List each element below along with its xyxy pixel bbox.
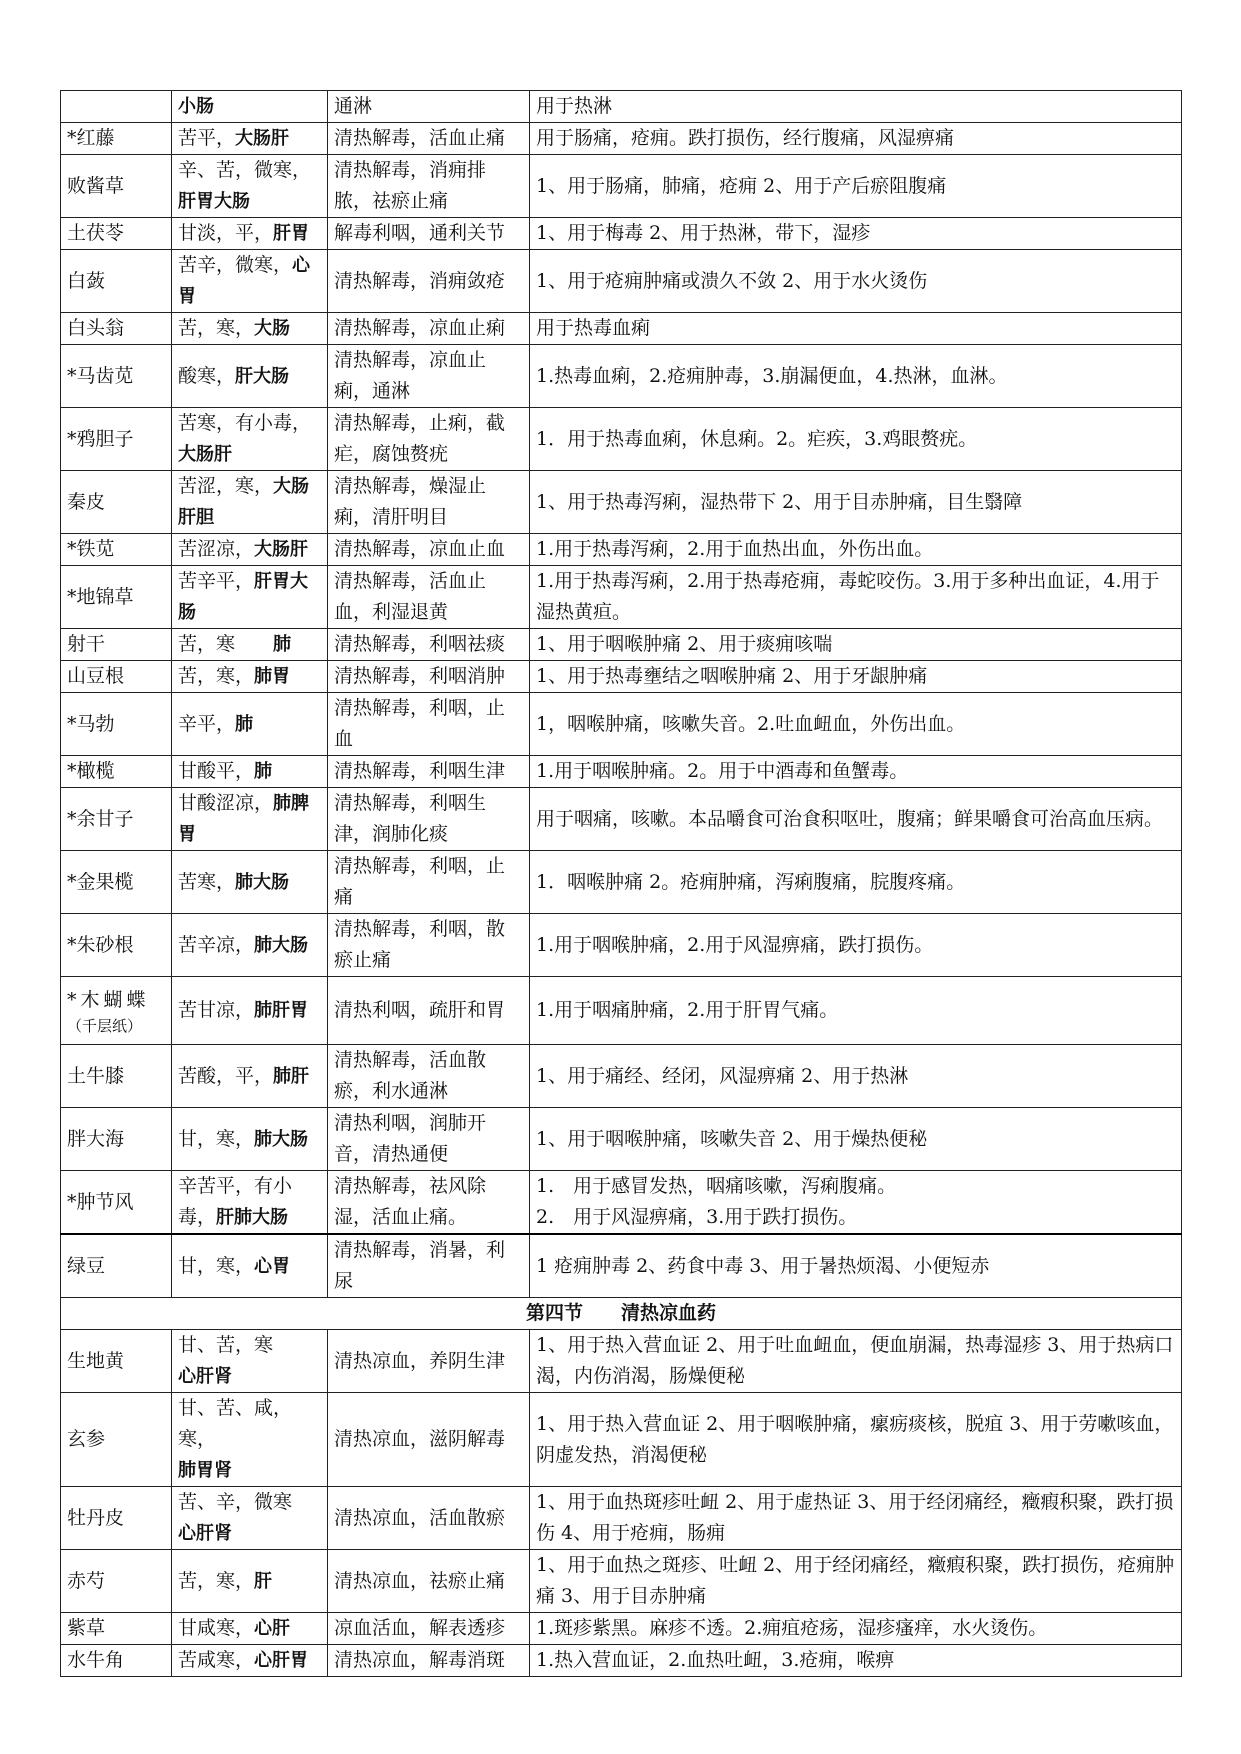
cell-usage: 1、用于咽喉肿痛，咳嗽失音 2、用于燥热便秘 bbox=[530, 1108, 1182, 1171]
cell-function: 清热解毒，消暑，利尿 bbox=[328, 1234, 530, 1298]
cell-name: *马勃 bbox=[61, 693, 172, 756]
table-row bbox=[61, 788, 1182, 851]
cell-usage: 1.用于热毒泻痢，2.用于热毒疮痈，毒蛇咬伤。3.用于多种出血证，4.用于湿热黄疸。 bbox=[530, 566, 1182, 629]
cell-function: 清热凉血，养阴生津 bbox=[328, 1330, 530, 1393]
cell-name: 绿豆 bbox=[61, 1234, 172, 1298]
herb-table bbox=[60, 90, 1182, 1677]
cell-name: 白头翁 bbox=[61, 313, 172, 345]
cell-meridian: 大肠肝 bbox=[254, 539, 309, 560]
cell-name: *鸦胆子 bbox=[61, 408, 172, 471]
cell-name: 土茯苓 bbox=[61, 218, 172, 250]
cell-property: 苦，寒 肺 bbox=[172, 629, 328, 661]
cell-meridian: 肝肺大肠 bbox=[216, 1207, 289, 1228]
cell-usage: 用于肠痛，疮痈。跌打损伤，经行腹痛，风湿痹痛 bbox=[530, 123, 1182, 155]
cell-property: 甘酸平，肺 bbox=[172, 756, 328, 788]
cell-name bbox=[61, 91, 172, 123]
cell-property: 苦，寒，大肠 bbox=[172, 313, 328, 345]
cell-function: 清热解毒，利咽，止血 bbox=[328, 693, 530, 756]
table-row bbox=[61, 250, 1182, 313]
cell-meridian: 大肠肝胆 bbox=[178, 476, 310, 528]
cell-usage: 1、用于疮痈肿痛或溃久不敛 2、用于水火烫伤 bbox=[530, 250, 1182, 313]
cell-meridian: 肝胃 bbox=[273, 223, 310, 244]
cell-usage: 1、用于肠痛，肺痛，疮痈 2、用于产后瘀阻腹痛 bbox=[530, 155, 1182, 218]
cell-meridian: 大肠肝 bbox=[235, 128, 290, 149]
cell-meridian: 肺胃 bbox=[254, 666, 291, 687]
cell-property: 苦咸寒，心肝胃 bbox=[172, 1645, 328, 1677]
table-row bbox=[61, 1487, 1182, 1550]
table-row bbox=[61, 1330, 1182, 1393]
cell-property: 酸寒，肝大肠 bbox=[172, 345, 328, 408]
cell-meridian: 肺脾胃 bbox=[178, 793, 310, 845]
cell-usage: 1，咽喉肿痛，咳嗽失音。2.吐血衄血，外伤出血。 bbox=[530, 693, 1182, 756]
cell-property: 甘，寒，肺大肠 bbox=[172, 1108, 328, 1171]
table-row bbox=[61, 693, 1182, 756]
section-title: 第四节 清热凉血药 bbox=[61, 1298, 1182, 1330]
table-row bbox=[61, 566, 1182, 629]
cell-name: 牡丹皮 bbox=[61, 1487, 172, 1550]
section-header-row bbox=[61, 1298, 1182, 1330]
cell-meridian: 肺胃肾 bbox=[178, 1460, 232, 1481]
cell-name: 秦皮 bbox=[61, 471, 172, 534]
table-row bbox=[61, 756, 1182, 788]
table-row bbox=[61, 1393, 1182, 1487]
table-row bbox=[61, 91, 1182, 123]
cell-function: 清热解毒，凉血止血 bbox=[328, 534, 530, 566]
cell-property: 苦辛，微寒，心胃 bbox=[172, 250, 328, 313]
cell-usage: 用于热淋 bbox=[530, 91, 1182, 123]
cell-name: *马齿苋 bbox=[61, 345, 172, 408]
cell-meridian: 心肝肾 bbox=[178, 1523, 232, 1544]
cell-name-alias: （千层纸） bbox=[67, 1017, 143, 1035]
cell-property: 苦、辛，微寒 心肝肾 bbox=[172, 1487, 328, 1550]
cell-name: *橄榄 bbox=[61, 756, 172, 788]
cell-function: 清热利咽，润肺开音，清热通便 bbox=[328, 1108, 530, 1171]
table-row bbox=[61, 629, 1182, 661]
table-row bbox=[61, 1550, 1182, 1613]
cell-property: 苦酸，平，肺肝 bbox=[172, 1045, 328, 1108]
cell-function: 清热解毒，利咽，止痛 bbox=[328, 851, 530, 914]
cell-usage: 用于热毒血痢 bbox=[530, 313, 1182, 345]
table-row bbox=[61, 1045, 1182, 1108]
cell-function: 清热解毒，活血止痛 bbox=[328, 123, 530, 155]
cell-property: 苦平，大肠肝 bbox=[172, 123, 328, 155]
cell-function: 清热解毒，利咽祛痰 bbox=[328, 629, 530, 661]
table-row bbox=[61, 1613, 1182, 1645]
cell-property: 辛平，肺 bbox=[172, 693, 328, 756]
table-row bbox=[61, 408, 1182, 471]
table-row bbox=[61, 345, 1182, 408]
cell-usage: 用于咽痛，咳嗽。本品嚼食可治食积呕吐，腹痛；鲜果嚼食可治高血压病。 bbox=[530, 788, 1182, 851]
cell-usage: 1、用于痛经、经闭，风湿痹痛 2、用于热淋 bbox=[530, 1045, 1182, 1108]
cell-meridian: 心肝肾 bbox=[178, 1366, 232, 1387]
cell-name: 赤芍 bbox=[61, 1550, 172, 1613]
cell-function: 清热解毒，止痢，截疟，腐蚀赘疣 bbox=[328, 408, 530, 471]
cell-usage: 1．咽喉肿痛 2。疮痈肿痛，泻痢腹痛，脘腹疼痛。 bbox=[530, 851, 1182, 914]
cell-usage: 1、用于热毒壅结之咽喉肿痛 2、用于牙龈肿痛 bbox=[530, 661, 1182, 693]
cell-property bbox=[172, 91, 328, 123]
table-row bbox=[61, 977, 1182, 1045]
table-row bbox=[61, 1234, 1182, 1298]
table-row bbox=[61, 1171, 1182, 1235]
cell-property: 苦寒，有小毒，大肠肝 bbox=[172, 408, 328, 471]
table-row bbox=[61, 471, 1182, 534]
cell-property: 苦甘凉，肺肝胃 bbox=[172, 977, 328, 1045]
cell-meridian: 肺 bbox=[254, 761, 273, 782]
table-row bbox=[61, 1108, 1182, 1171]
cell-function: 清热解毒，利咽生津 bbox=[328, 756, 530, 788]
cell-name: 射干 bbox=[61, 629, 172, 661]
cell-usage: 1．用于热毒血痢，休息痢。2。疟疾，3.鸡眼赘疣。 bbox=[530, 408, 1182, 471]
cell-function: 清热凉血，活血散瘀 bbox=[328, 1487, 530, 1550]
cell-meridian: 心胃 bbox=[178, 255, 311, 307]
cell-usage: 1.热入营血证，2.血热吐衄，3.疮痈，喉痹 bbox=[530, 1645, 1182, 1677]
cell-usage: 1. 用于感冒发热，咽痛咳嗽，泻痢腹痛。 2. 用于风湿痹痛，3.用于跌打损伤。 bbox=[530, 1171, 1182, 1235]
cell-function: 清热利咽，疏肝和胃 bbox=[328, 977, 530, 1045]
cell-function: 通淋 bbox=[328, 91, 530, 123]
cell-meridian: 肝大肠 bbox=[235, 365, 290, 387]
cell-usage: 1、用于热入营血证 2、用于吐血衄血，便血崩漏，热毒湿疹 3、用于热病口渴，内伤消渴，肠燥便秘 bbox=[530, 1330, 1182, 1393]
cell-function: 清热解毒，消痈排脓，祛瘀止痛 bbox=[328, 155, 530, 218]
cell-meridian: 肺大肠 bbox=[235, 871, 290, 893]
cell-meridian: 肺大肠 bbox=[254, 1128, 309, 1150]
cell-meridian: 心肝胃 bbox=[254, 1650, 309, 1671]
cell-usage: 1、用于热毒泻痢，湿热带下 2、用于目赤肿痛，目生翳障 bbox=[530, 471, 1182, 534]
cell-property: 辛、苦，微寒，肝胃大肠 bbox=[172, 155, 328, 218]
table-row bbox=[61, 313, 1182, 345]
cell-name: *铁苋 bbox=[61, 534, 172, 566]
cell-property: 甘淡，平，肝胃 bbox=[172, 218, 328, 250]
cell-property: 苦，寒，肺胃 bbox=[172, 661, 328, 693]
cell-property: 苦寒，肺大肠 bbox=[172, 851, 328, 914]
cell-meridian: 肝胃大肠 bbox=[178, 571, 309, 623]
cell-function: 凉血活血，解表透疹 bbox=[328, 1613, 530, 1645]
cell-property: 辛苦平，有小毒，肝肺大肠 bbox=[172, 1171, 328, 1235]
cell-usage: 1.用于热毒泻痢，2.用于血热出血，外伤出血。 bbox=[530, 534, 1182, 566]
table-row bbox=[61, 155, 1182, 218]
cell-property: 甘、苦，寒 心肝肾 bbox=[172, 1330, 328, 1393]
cell-usage: 1.热毒血痢，2.疮痈肿毒，3.崩漏便血，4.热淋，血淋。 bbox=[530, 345, 1182, 408]
table-row bbox=[61, 123, 1182, 155]
cell-function: 清热解毒，消痈敛疮 bbox=[328, 250, 530, 313]
cell-function: 清热解毒，利咽，散瘀止痛 bbox=[328, 914, 530, 977]
cell-name: *木蝴蝶 （千层纸） bbox=[61, 977, 172, 1045]
cell-name: 水牛角 bbox=[61, 1645, 172, 1677]
cell-meridian: 大肠 bbox=[254, 318, 291, 339]
cell-name: 败酱草 bbox=[61, 155, 172, 218]
cell-name: *金果榄 bbox=[61, 851, 172, 914]
cell-function: 清热解毒，活血散瘀，利水通淋 bbox=[328, 1045, 530, 1108]
cell-meridian: 肺 bbox=[235, 713, 254, 735]
cell-name: 生地黄 bbox=[61, 1330, 172, 1393]
table-row bbox=[61, 661, 1182, 693]
cell-meridian: 肝胃大肠 bbox=[178, 191, 250, 212]
cell-meridian: 心肝 bbox=[254, 1618, 291, 1639]
cell-function: 清热凉血，解毒消斑 bbox=[328, 1645, 530, 1677]
cell-meridian: 肺肝 bbox=[273, 1065, 310, 1087]
cell-meridian: 肝 bbox=[254, 1570, 273, 1592]
cell-usage: 1.用于咽痛肿痛，2.用于肝胃气痛。 bbox=[530, 977, 1182, 1045]
cell-property: 甘咸寒，心肝 bbox=[172, 1613, 328, 1645]
cell-name: *余甘子 bbox=[61, 788, 172, 851]
cell-property: 苦辛凉，肺大肠 bbox=[172, 914, 328, 977]
cell-function: 清热解毒，燥湿止痢，清肝明目 bbox=[328, 471, 530, 534]
cell-meridian: 肺 bbox=[273, 634, 292, 655]
table-row bbox=[61, 1645, 1182, 1677]
cell-meridian: 肺大肠 bbox=[254, 934, 309, 956]
cell-name: 胖大海 bbox=[61, 1108, 172, 1171]
cell-usage: 1.用于咽喉肿痛，2.用于风湿痹痛，跌打损伤。 bbox=[530, 914, 1182, 977]
cell-meridian: 肺肝胃 bbox=[254, 1000, 309, 1021]
cell-name: 山豆根 bbox=[61, 661, 172, 693]
table-row bbox=[61, 914, 1182, 977]
cell-usage: 1、用于热入营血证 2、用于咽喉肿痛，瘰疬痰核，脱疽 3、用于劳嗽咳血，阴虚发热，消渴便秘 bbox=[530, 1393, 1182, 1487]
cell-function: 清热凉血，祛瘀止痛 bbox=[328, 1550, 530, 1613]
cell-name: 白蔹 bbox=[61, 250, 172, 313]
cell-meridian: 心胃 bbox=[254, 1255, 291, 1277]
cell-usage: 1.斑疹紫黑。麻疹不透。2.痈疽疮疡，湿疹瘙痒，水火烫伤。 bbox=[530, 1613, 1182, 1645]
cell-function: 解毒利咽，通利关节 bbox=[328, 218, 530, 250]
cell-name: *地锦草 bbox=[61, 566, 172, 629]
cell-name: *红藤 bbox=[61, 123, 172, 155]
cell-property: 苦辛平，肝胃大肠 bbox=[172, 566, 328, 629]
cell-property: 甘，寒，心胃 bbox=[172, 1234, 328, 1298]
table-row bbox=[61, 851, 1182, 914]
cell-name: 土牛膝 bbox=[61, 1045, 172, 1108]
cell-name: 玄参 bbox=[61, 1393, 172, 1487]
cell-function: 清热凉血，滋阴解毒 bbox=[328, 1393, 530, 1487]
cell-function: 清热解毒，利咽消肿 bbox=[328, 661, 530, 693]
cell-usage: 1、用于咽喉肿痛 2、用于痰痈咳喘 bbox=[530, 629, 1182, 661]
cell-usage: 1、用于血热之斑疹、吐衄 2、用于经闭痛经，癥瘕积聚，跌打损伤，疮痈肿痛 3、用于目赤肿痛 bbox=[530, 1550, 1182, 1613]
cell-property: 苦，寒，肝 bbox=[172, 1550, 328, 1613]
table-row bbox=[61, 534, 1182, 566]
cell-meridian: 大肠肝 bbox=[178, 444, 232, 465]
cell-function: 清热解毒，活血止血，利湿退黄 bbox=[328, 566, 530, 629]
cell-property: 苦涩凉，大肠肝 bbox=[172, 534, 328, 566]
cell-function: 清热解毒，祛风除湿，活血止痛。 bbox=[328, 1171, 530, 1235]
cell-property: 甘酸涩凉，肺脾胃 bbox=[172, 788, 328, 851]
cell-meridian: 小肠 bbox=[178, 96, 214, 117]
table-row bbox=[61, 218, 1182, 250]
cell-usage: 1.用于咽喉肿痛。2。用于中酒毒和鱼蟹毒。 bbox=[530, 756, 1182, 788]
cell-name: 紫草 bbox=[61, 1613, 172, 1645]
cell-property: 甘、苦、咸，寒， 肺胃肾 bbox=[172, 1393, 328, 1487]
cell-usage: 1、用于梅毒 2、用于热淋，带下，湿疹 bbox=[530, 218, 1182, 250]
cell-function: 清热解毒，凉血止痢，通淋 bbox=[328, 345, 530, 408]
cell-usage: 1 疮痈肿毒 2、药食中毒 3、用于暑热烦渴、小便短赤 bbox=[530, 1234, 1182, 1298]
cell-function: 清热解毒，利咽生津，润肺化痰 bbox=[328, 788, 530, 851]
cell-property: 苦涩，寒，大肠肝胆 bbox=[172, 471, 328, 534]
cell-usage: 1、用于血热斑疹吐衄 2、用于虚热证 3、用于经闭痛经，癥瘕积聚，跌打损伤 4、用于疮痈，肠痈 bbox=[530, 1487, 1182, 1550]
cell-function: 清热解毒，凉血止痢 bbox=[328, 313, 530, 345]
cell-name: *肿节风 bbox=[61, 1171, 172, 1235]
cell-name: *朱砂根 bbox=[61, 914, 172, 977]
